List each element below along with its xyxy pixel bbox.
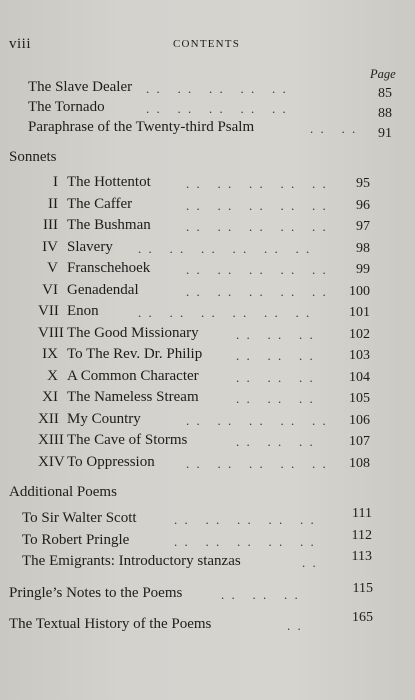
sonnet-number: I bbox=[53, 174, 58, 190]
sonnet-number: XI bbox=[42, 389, 58, 405]
section-heading-sonnets: Sonnets bbox=[9, 149, 57, 165]
sonnet-title: The Nameless Stream bbox=[67, 389, 199, 405]
toc-entry bbox=[28, 77, 398, 101]
dot-leader: . . . . . . bbox=[236, 370, 315, 385]
sonnet-entry bbox=[0, 215, 380, 235]
toc-entry-page: 91 bbox=[378, 126, 392, 141]
page-folio: viii bbox=[9, 36, 32, 52]
toc-entry-title: The Tornado bbox=[28, 99, 105, 115]
sonnet-page: 102 bbox=[349, 327, 370, 342]
toc-entry bbox=[28, 117, 398, 141]
sonnet-entry bbox=[0, 366, 380, 386]
sonnet-number: X bbox=[47, 368, 58, 384]
sonnet-number: III bbox=[43, 217, 58, 233]
sonnet-entry bbox=[0, 409, 380, 429]
sonnet-page: 105 bbox=[349, 391, 370, 406]
sonnet-number: XII bbox=[38, 411, 59, 427]
toc-entry-page: 88 bbox=[378, 106, 392, 121]
toc-entry-page: 165 bbox=[352, 610, 373, 625]
dot-leader: . . . . . . . . . . bbox=[186, 198, 328, 213]
dot-leader: . . bbox=[287, 618, 303, 633]
sonnet-title: The Good Missionary bbox=[67, 325, 199, 341]
dot-leader: . . . . . . bbox=[221, 587, 300, 602]
toc-entry-title: The Emigrants: Introductory stanzas bbox=[22, 553, 241, 569]
sonnet-number: XIII bbox=[38, 432, 64, 448]
dot-leader: . . . . . . bbox=[236, 434, 315, 449]
page-column-label: Page bbox=[370, 67, 396, 81]
toc-entry bbox=[9, 583, 384, 603]
sonnet-page: 100 bbox=[349, 284, 370, 299]
sonnet-page: 95 bbox=[356, 176, 370, 191]
sonnet-title: The Bushman bbox=[67, 217, 151, 233]
toc-entry bbox=[28, 97, 398, 121]
sonnet-entry bbox=[0, 194, 380, 214]
sonnet-entry bbox=[0, 280, 380, 300]
toc-entry-title: Pringle’s Notes to the Poems bbox=[9, 585, 183, 601]
sonnet-page: 99 bbox=[356, 262, 370, 277]
sonnet-entry bbox=[0, 430, 380, 450]
sonnet-number: VI bbox=[42, 282, 58, 298]
sonnet-page: 108 bbox=[349, 456, 370, 471]
dot-leader: . . . . . . bbox=[236, 391, 315, 406]
toc-entry-page: 115 bbox=[352, 581, 373, 596]
sonnet-number: IV bbox=[42, 239, 58, 255]
sonnet-number: VIII bbox=[38, 325, 64, 341]
dot-leader: . . . . . . . . . . bbox=[186, 456, 328, 471]
dot-leader: . . . . . . . . . . bbox=[146, 81, 288, 96]
sonnet-entry bbox=[0, 172, 380, 192]
sonnet-title: My Country bbox=[67, 411, 141, 427]
running-header: CONTENTS bbox=[173, 38, 241, 50]
toc-entry-title: The Textual History of the Poems bbox=[9, 616, 212, 632]
sonnet-page: 97 bbox=[356, 219, 370, 234]
toc-entry bbox=[22, 508, 382, 528]
dot-leader: . . bbox=[302, 555, 318, 570]
dot-leader: . . . . . . . . . . bbox=[186, 413, 328, 428]
sonnet-title: Genadendal bbox=[67, 282, 139, 298]
sonnet-entry bbox=[0, 387, 380, 407]
sonnet-title: A Common Character bbox=[67, 368, 199, 384]
dot-leader: . . . . . . bbox=[236, 348, 315, 363]
toc-entry-page: 111 bbox=[352, 506, 372, 521]
dot-leader: . . . . bbox=[310, 121, 358, 136]
sonnet-number: II bbox=[48, 196, 58, 212]
sonnet-number: XIV bbox=[38, 454, 65, 470]
sonnet-entry bbox=[0, 258, 380, 278]
toc-entry bbox=[9, 610, 384, 634]
sonnet-number: VII bbox=[38, 303, 59, 319]
toc-entry-page: 112 bbox=[351, 528, 372, 543]
toc-entry bbox=[22, 530, 382, 550]
sonnet-title: Franschehoek bbox=[67, 260, 151, 276]
sonnet-title: Enon bbox=[67, 303, 99, 319]
sonnet-entry bbox=[0, 344, 380, 364]
dot-leader: . . . . . . . . . . bbox=[146, 101, 288, 116]
sonnet-title: The Hottentot bbox=[67, 174, 151, 190]
dot-leader: . . . . . . . . . . bbox=[186, 219, 328, 234]
sonnet-entry bbox=[0, 452, 380, 472]
sonnet-page: 103 bbox=[349, 348, 370, 363]
dot-leader: . . . . . . . . . . . . bbox=[138, 305, 312, 320]
sonnet-page: 96 bbox=[356, 198, 370, 213]
dot-leader: . . . . . . . . . . bbox=[186, 284, 328, 299]
sonnet-number: V bbox=[47, 260, 58, 276]
dot-leader: . . . . . . . . . . . . bbox=[138, 241, 312, 256]
dot-leader: . . . . . . . . . . bbox=[186, 262, 328, 277]
sonnet-page: 107 bbox=[349, 434, 370, 449]
sonnet-page: 104 bbox=[349, 370, 370, 385]
toc-entry bbox=[22, 551, 382, 571]
sonnet-title: Slavery bbox=[67, 239, 113, 255]
dot-leader: . . . . . . bbox=[236, 327, 315, 342]
sonnet-entry bbox=[0, 323, 380, 343]
toc-entry-page: 85 bbox=[378, 86, 392, 101]
dot-leader: . . . . . . . . . . bbox=[186, 176, 328, 191]
sonnet-entry bbox=[0, 237, 380, 257]
sonnet-title: To The Rev. Dr. Philip bbox=[67, 346, 203, 362]
toc-entry-title: Paraphrase of the Twenty-third Psalm bbox=[28, 119, 255, 135]
sonnet-title: To Oppression bbox=[67, 454, 155, 470]
sonnet-number: IX bbox=[42, 346, 58, 362]
toc-entry-title: To Sir Walter Scott bbox=[22, 510, 137, 526]
sonnet-page: 101 bbox=[349, 305, 370, 320]
sonnet-entry bbox=[0, 301, 380, 321]
toc-entry-title: To Robert Pringle bbox=[22, 532, 130, 548]
dot-leader: . . . . . . . . . . bbox=[174, 512, 316, 527]
toc-entry-title: The Slave Dealer bbox=[28, 79, 133, 95]
toc-entry-page: 113 bbox=[351, 549, 372, 564]
sonnet-page: 98 bbox=[356, 241, 370, 256]
sonnet-page: 106 bbox=[349, 413, 370, 428]
dot-leader: . . . . . . . . . . bbox=[174, 534, 316, 549]
sonnet-title: The Caffer bbox=[67, 196, 133, 212]
sonnet-title: The Cave of Storms bbox=[67, 432, 188, 448]
section-heading-additional-poems: Additional Poems bbox=[9, 484, 117, 500]
